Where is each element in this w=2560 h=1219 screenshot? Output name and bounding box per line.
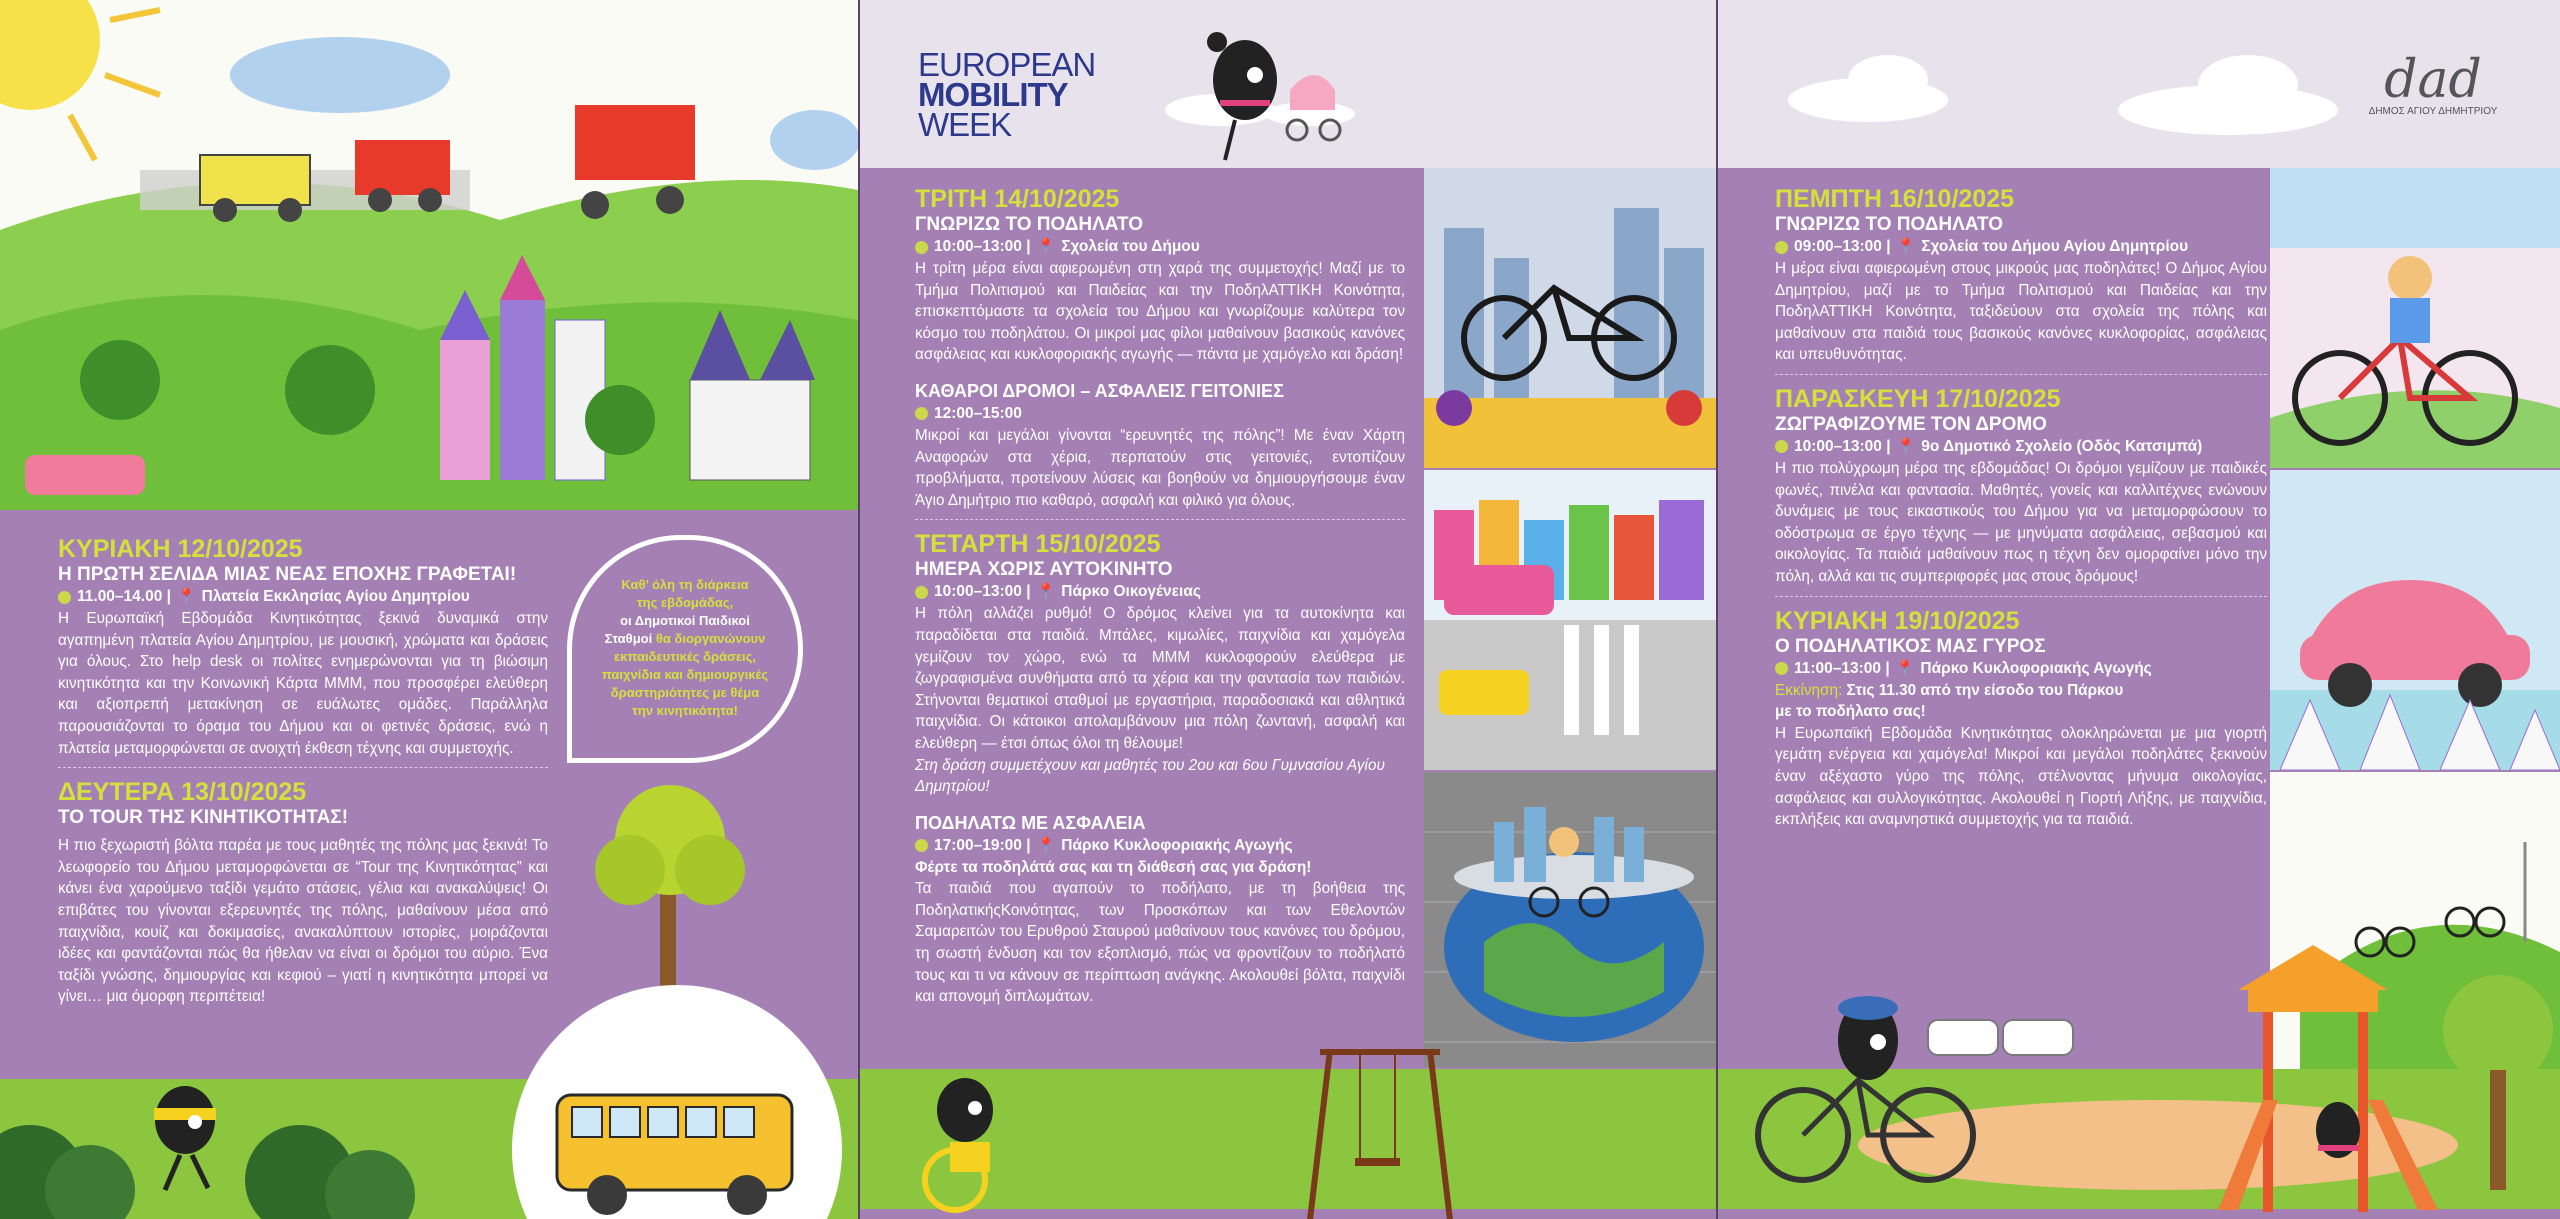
event-meta xyxy=(1775,658,2267,680)
municipality-logo xyxy=(2358,50,2508,119)
event-time: 12:00–15:00 xyxy=(934,404,1022,422)
event-description: Η μέρα είναι αφιερωμένη στους μικρούς μας ποδηλάτες! Ο Δήμος Αγίου Δημητρίου, μαζί με το Τμήμα Πολιτισμού και Παιδείας και την ΠοδηλΑΤΤΙΚΗ Κοινότητα, ταξιδεύουν στα σχολεία της πόλης και μαθαίνουν στα παιδιά τους βασικούς κανόνες κυκλοφορίας, ασφάλειας και υπευθυνότητας. xyxy=(1775,260,2267,364)
logo-line: EUROPEAN xyxy=(918,46,1096,83)
event-note: Στη δράση συμμετέχουν και μαθητές του 2ου και 6ου Γυμνασίου Αγίου Δημητρίου! xyxy=(915,756,1385,796)
event-place: Πάρκο Κυκλοφοριακής Αγωγής xyxy=(1920,659,2152,677)
event-start-info-cont: με το ποδήλατο σας! xyxy=(1775,703,1926,721)
panel-right xyxy=(1718,0,2560,1219)
clock-icon xyxy=(1775,440,1788,453)
tree-illustration xyxy=(590,780,750,1000)
event-description: Η πιο ξεχωριστή βόλτα παρέα με τους μαθητές της πόλης μας ξεκινά! Το λεωφορείο του Δήμου μεταμορφώνεται σε “Tour της Κινητικότητας” και κάνει ένα χαρούμενο ταξίδι γεμάτο στάσεις, γέλια και ανακαλύψεις! Οι επιβάτες του γίνονται εξερευνητές της πόλης, μαθαίνουν μέσα από παιχνίδια, κουίζ και δοκιμασίες, ανακαλύπτουν ιστορίες, μοιράζονται ιδέες και φαντάζονται πώς θα ήθελαν να είναι οι δρόμοι του αύριο. Ένα ταξίδι γνώσης, δημιουργίας και κεφιού – γιατί η κινητικότητα μπορεί να γίνει… μια όμορφη περιπέτεια! xyxy=(58,837,548,1006)
location-pin-icon: 📍 xyxy=(176,588,196,605)
event-place: Πάρκο Οικογένειας xyxy=(1061,583,1201,601)
mascot-wheelchair xyxy=(900,1070,1030,1219)
event-title: Η ΠΡΩΤΗ ΣΕΛΙΔΑ ΜΙΑΣ ΝΕΑΣ ΕΠΟΧΗΣ ΓΡΑΦΕΤΑΙ! xyxy=(58,564,517,585)
panel-middle xyxy=(860,0,1716,1219)
day-heading: ΠΕΜΠΤΗ 16/10/2025 xyxy=(1775,185,2015,213)
event-time: 09:00–13:00 | xyxy=(1794,238,1891,255)
event-time: 11:00–13:00 | xyxy=(1794,659,1890,677)
municipality-logo-mark: dad xyxy=(2384,50,2482,110)
clock-icon xyxy=(1775,662,1788,675)
location-pin-icon: 📍 xyxy=(1895,659,1915,677)
event-title: ΗΜΕΡΑ ΧΩΡΙΣ ΑΥΤΟΚΙΝΗΤΟ xyxy=(915,559,1173,581)
event-place: 9ο Δημοτικό Σχολείο (Οδός Κατσιμπά) xyxy=(1921,437,2203,455)
callout-line: την κινητικότητα! xyxy=(632,703,738,718)
municipality-name: ΔΗΜΟΣ ΑΓΙΟΥ ΔΗΜΗΤΡΙΟΥ xyxy=(2368,106,2498,117)
event-title: ΓΝΩΡΙΖΩ ΤΟ ΠΟΔΗΛΑΤΟ xyxy=(915,214,1143,235)
event-title: Ο ΠΟΔΗΛΑΤΙΚΟΣ ΜΑΣ ΓΥΡΟΣ xyxy=(1775,635,2046,657)
callout-line: παιχνίδια και δημιουργικές xyxy=(601,667,769,682)
logo-line: MOBILITY xyxy=(918,76,1068,113)
day-heading: ΚΥΡΙΑΚΗ 12/10/2025 xyxy=(58,535,303,563)
divider xyxy=(58,767,548,768)
divider xyxy=(1775,374,2267,375)
childrens-drawing-bicycle xyxy=(1424,168,1716,468)
callout-line: δραστηριότητες με θέμα xyxy=(610,685,760,700)
event-description: Η πιο πολύχρωμη μέρα της εβδομάδας! Οι δρόμοι γεμίζουν με παιδικές φωνές, πινέλα και φαντασία. Μαθητές, γονείς και καλλιτέχνες ενώνουν δυνάμεις με τους εικαστικούς του Δήμου για να μεταμορφώσουν το οδόστρωμα σε έργο τέχνης — με μηνύματα ασφάλειας, σεβασμού και οικολογίας. Τα παιδιά μαθαίνουν πως η τέχνη δεν ομορφαίνει μόνο την πόλη, αλλά και τις συμπεριφορές μας στους δρόμους! xyxy=(1775,459,2267,585)
event-meta xyxy=(915,236,1405,258)
event-description: Η Ευρωπαϊκή Εβδομάδα Κινητικότητας ολοκληρώνεται με μια γιορτή γεμάτη ενέργεια και χαμόγελα! Μικροί και μεγάλοι ποδηλάτες ξεκινούν έναν αξέχαστο γύρο της πόλης, στέλνοντας μήνυμα οικολογίας, ασφάλειας και συλλογικότητας. Ακολουθεί η Γιορτή Λήξης, με παιχνίδια, εκπλήξεις και αναμνηστικά συμμετοχής για τα παιδιά. xyxy=(1775,724,2267,829)
mascot-running xyxy=(140,1070,230,1200)
callout-line: εκπαιδευτικές δράσεις, xyxy=(613,649,757,664)
event-place: Πλατεία Εκκλησίας Αγίου Δημητρίου xyxy=(201,588,470,605)
event-time: 17:00–19:00 | xyxy=(934,836,1031,854)
event-description: Τα παιδιά που αγαπούν το ποδήλατο, με τη βοήθεια της ΠοδηλατικήςΚοινότητας, των Προσκόπων και των Εθελοντών Σαμαρειτών του Ερυθρού Σταυρού μαθαίνουν τους κανόνες του δρόμου, τη σωστή ένδυση και τον εξοπλισμό, πώς να φροντίζουν το ποδήλατό τους και τι να κάνουν σε περίπτωση ανάγκης. Ακολουθεί βόλτα, παιχνίδι και απονομή διπλωμάτων. xyxy=(915,880,1405,1006)
event-time: 10:00–13:00 | xyxy=(934,238,1031,255)
clock-icon xyxy=(58,591,71,604)
location-pin-icon: 📍 xyxy=(1896,437,1916,455)
event-place: Σχολεία του Δήμου Αγίου Δημητρίου xyxy=(1921,238,2189,255)
day-heading: ΠΑΡΑΣΚΕΥΗ 17/10/2025 xyxy=(1775,384,2061,413)
clock-icon xyxy=(915,586,928,599)
playground-illustration xyxy=(1718,930,2560,1219)
event-description: Η Ευρωπαϊκή Εβδομάδα Κινητικότητας ξεκινά δυναμικά στην αγαπημένη πλατεία Αγίου Δημητρίου, με μουσική, χρώματα και δράσεις για όλους. Στο help desk οι πολίτες ενημερώνονται για τη βιώσιμη κινητικότητα και την Κοινωνική Κάρτα ΜΜΜ, που προσφέρει ελεύθερη και αξιοπρεπή μετακίνηση σε ευάλωτες ομάδες. Παράλληλα παρουσιάζονται το όραμα του Δήμου και οι φετινές δράσεις, ενώ η πλατεία μεταμορφώνεται σε ανοιχτή έκθεση τέχνης και συμμετοχής. xyxy=(58,610,548,757)
event-place: Πάρκο Κυκλοφοριακής Αγωγής xyxy=(1061,836,1293,854)
callout-line: της εβδομάδας, xyxy=(636,595,734,610)
childrens-drawing-car xyxy=(2270,470,2560,770)
event-meta xyxy=(1775,436,2267,458)
callout-bubble xyxy=(567,535,803,763)
section-sunday-12 xyxy=(58,535,548,1008)
event-title: ΖΩΓΡΑΦΙΖΟΥΜΕ ΤΟΝ ΔΡΟΜΟ xyxy=(1775,413,2047,435)
mascot-with-pram xyxy=(1195,20,1345,170)
divider xyxy=(1775,596,2267,597)
childrens-drawing-street xyxy=(1424,470,1716,770)
event-title: ΠΟΔΗΛΑΤΩ ΜΕ ΑΣΦΑΛΕΙΑ xyxy=(915,812,1146,833)
event-time: 11.00–14.00 | xyxy=(77,588,171,605)
day-heading: ΔΕΥΤΕΡΑ 13/10/2025 xyxy=(58,778,307,807)
clock-icon xyxy=(915,839,928,852)
childrens-drawing-city xyxy=(0,0,858,510)
location-pin-icon: 📍 xyxy=(1036,238,1056,255)
event-meta xyxy=(1775,236,2267,258)
swing-illustration xyxy=(1300,1040,1460,1219)
event-description: Μικροί και μεγάλοι γίνονται “ερευνητές της πόλης”! Με έναν Χάρτη Αναφορών στα χέρια, περπατούν στις γειτονιές, εντοπίζουν προβλήματα, προτείνουν λύσεις και βοηθούν να δημιουργήσουμε έναν Άγιο Δημήτριο πιο καθαρό, ασφαλή και φιλικό για όλους. xyxy=(915,426,1405,509)
callout-line: Σταθμοί θα διοργανώνουν xyxy=(604,631,766,646)
callout-line: οι Δημοτικοί Παιδικοί xyxy=(620,613,750,628)
event-description: Η τρίτη μέρα είναι αφιερωμένη στη χαρά της συμμετοχής! Μαζί με το Τμήμα Πολιτισμού και Παιδείας και την ΠοδηλΑΤΤΙΚΗ Κοινότητα, επισκεπτόμαστε τα σχολεία του Δήμου και γνωρίζουμε καλύτερα τον κόσμο του ποδηλάτου. Οι μικροί μας φίλοι μαθαίνουν βασικούς κανόνες ασφάλειας και κυκλοφοριακής αγωγής — πάντα με χαμόγελο και δράση! xyxy=(915,260,1405,364)
location-pin-icon: 📍 xyxy=(1896,238,1916,255)
event-time: 10:00–13:00 | xyxy=(934,583,1031,601)
fold-line xyxy=(1716,0,1718,1219)
logo-line: WEEK xyxy=(918,106,1012,143)
childrens-drawing-cyclist xyxy=(2270,168,2560,468)
section-tuesday-14 xyxy=(915,185,1405,1008)
event-time: 10:00–13:00 | xyxy=(1794,437,1891,455)
bus-drawing-circle xyxy=(512,985,842,1219)
callout-line: Καθ’ όλη τη διάρκεια xyxy=(621,577,749,592)
clock-icon xyxy=(1775,241,1788,254)
street-art-globe xyxy=(1424,772,1716,1067)
event-meta xyxy=(915,835,1405,857)
location-pin-icon: 📍 xyxy=(1036,836,1056,854)
event-title: ΤΟ TOUR ΤΗΣ ΚΙΝΗΤΙΚΟΤΗΤΑΣ! xyxy=(58,807,349,829)
section-thursday-16 xyxy=(1775,185,2267,831)
european-mobility-week-logo xyxy=(918,46,1096,143)
day-heading: ΤΕΤΑΡΤΗ 15/10/2025 xyxy=(915,530,1161,559)
day-heading: ΚΥΡΙΑΚΗ 19/10/2025 xyxy=(1775,606,2020,635)
fold-line xyxy=(858,0,860,1219)
event-meta xyxy=(915,581,1405,603)
event-place: Σχολεία του Δήμου xyxy=(1061,238,1200,255)
divider xyxy=(915,519,1405,520)
bushes-illustration xyxy=(0,1060,520,1219)
event-meta xyxy=(58,586,548,608)
event-title: ΚΑΘΑΡΟΙ ΔΡΟΜΟΙ – ΑΣΦΑΛΕΙΣ ΓΕΙΤΟΝΙΕΣ xyxy=(915,380,1284,401)
location-pin-icon: 📍 xyxy=(1036,583,1056,601)
panel-left xyxy=(0,0,858,1219)
event-description: Η πόλη αλλάζει ρυθμό! Ο δρόμος κλείνει για τα αυτοκίνητα και παραδίδεται στα παιδιά. Μπάλες, κιμωλίες, παιχνίδια και χαμόγελα γεμίζουν τον χώρο, ενώ τα ΜΜΜ κυκλοφορούν ελεύθερα με ζωγραφισμένα συνθήματα από τα χέρια και την φαντασία των παιδιών. Στήνονται θεματικοί σταθμοί με εργαστήρια, παραδοσιακά και αθλητικά παιχνίδια. Οι κάτοικοι απολαμβάνουν μια πόλη ζωντανή, ασφαλή και ελεύθερη — έτσι όπως όλοι τη θέλουμε! xyxy=(915,605,1405,752)
event-meta xyxy=(915,403,1405,425)
event-title: ΓΝΩΡΙΖΩ ΤΟ ΠΟΔΗΛΑΤΟ xyxy=(1775,214,2003,235)
clock-icon xyxy=(915,241,928,254)
event-highlight: Φέρτε τα ποδηλάτά σας και τη διάθεσή σας για δράση! xyxy=(915,858,1312,876)
event-start-info: Εκκίνηση: Στις 11.30 από την είσοδο του Πάρκου xyxy=(1775,681,2124,699)
clock-icon xyxy=(915,407,928,420)
day-heading: ΤΡΙΤΗ 14/10/2025 xyxy=(915,185,1120,213)
